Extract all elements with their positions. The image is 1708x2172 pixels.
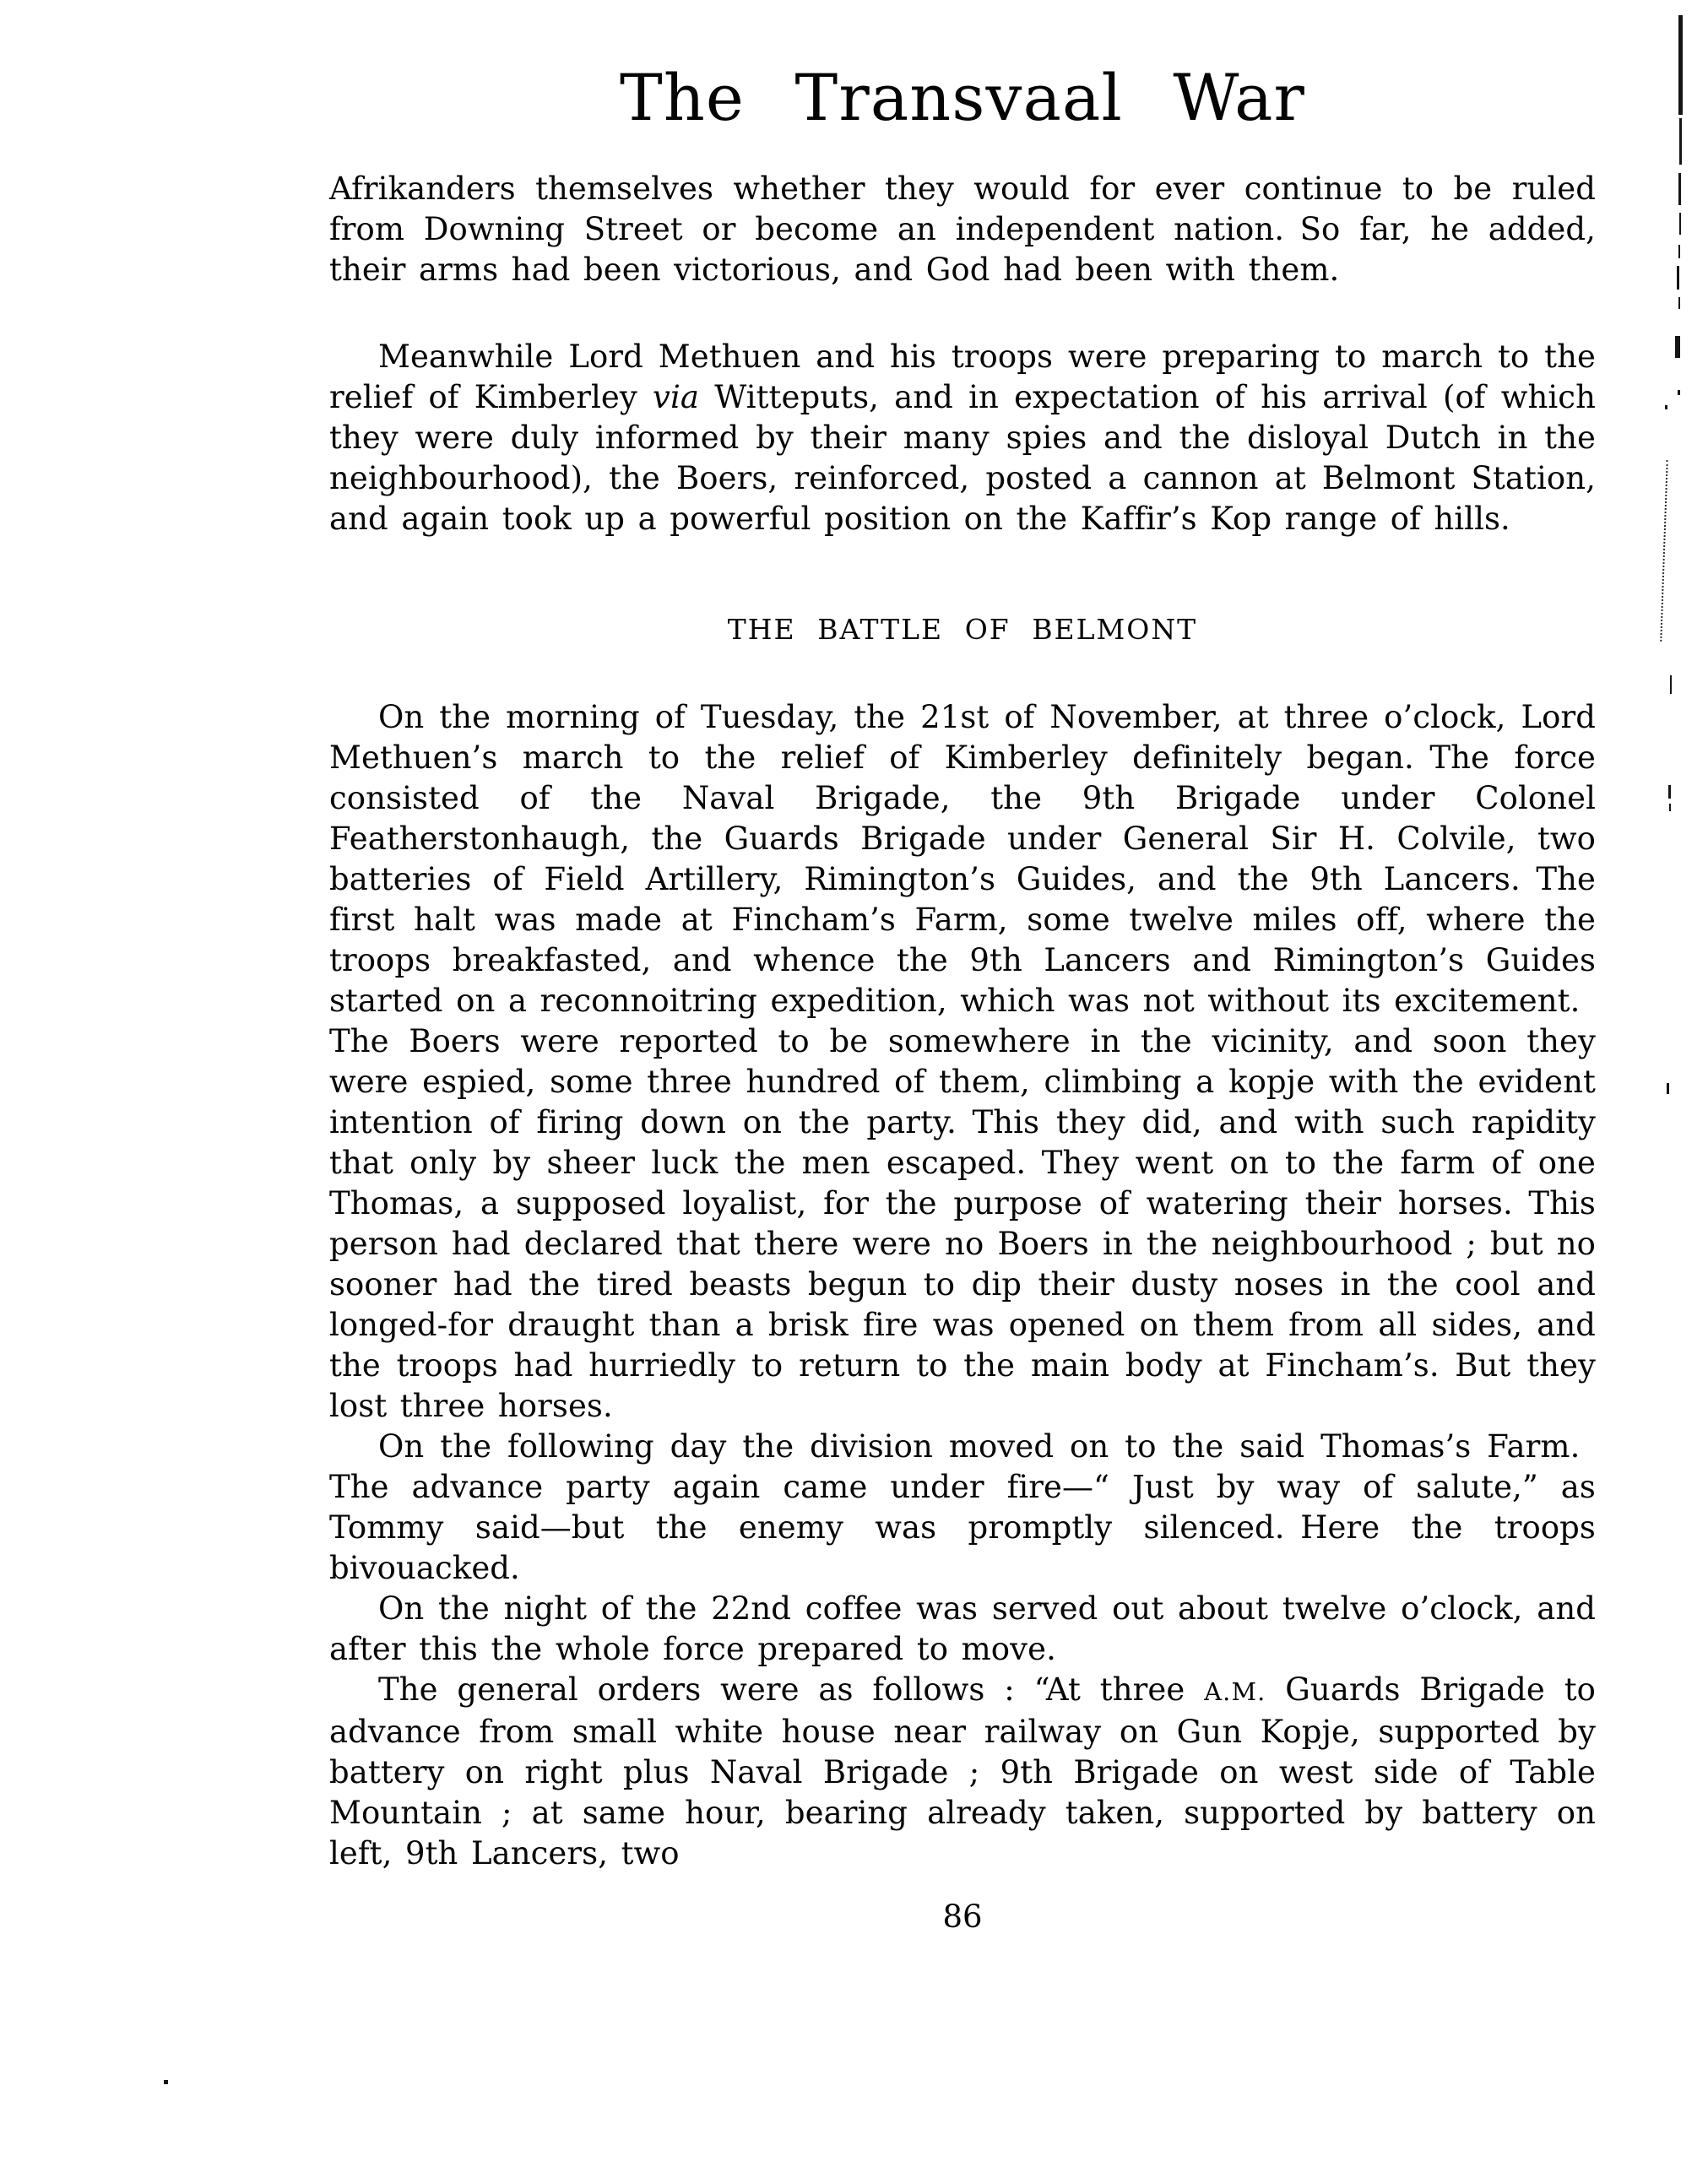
scan-artifact: [1678, 173, 1681, 205]
scan-artifact: [1670, 675, 1672, 694]
scan-artifact: [1678, 390, 1680, 395]
scan-artifact: [1665, 405, 1667, 409]
paragraph-on-the-night: On the night of the 22nd coffee was served out about twelve o’clock, and after this the whole force prepared to move.: [329, 1590, 1596, 1667]
scan-artifact: [164, 2080, 168, 2084]
paragraph-on-the-following-day: On the following day the division moved on to the said Thomas’s Farm. The advance party again came under fire—“ Just by way of salute,” as Tommy said—but the enemy was promptly silenced. Here the troops bivouacked.: [329, 1428, 1596, 1586]
scan-artifact: [1677, 266, 1679, 290]
paragraph-general-orders: The general orders were as follows : “At three A.M. Guards Brigade to advance from small white house near railway on Gun Kopje, supported by battery on right plus Naval Brigade ; 9th Brigade on west side of Table Mountain ; at same hour, bearing already taken, supported by battery on left, 9th Lancers, two: [329, 1671, 1597, 1871]
scan-artifact: [1675, 336, 1680, 358]
text-column: [329, 0, 1596, 1936]
paragraph-meanwhile: Meanwhile Lord Methuen and his troops were preparing to march to the relief of Kimberley via Witteputs, and in expectation of his arrival (of which they were duly informed by their many spies and the disloyal Dutch in the neighbourhood), the Boers, reinforced, posted a cannon at Belmont Station, and again took up a powerful position on the Kaffir’s Kop range of hills.: [329, 339, 1596, 537]
page-number: 86: [942, 1898, 983, 1935]
page-title: The Transvaal War: [619, 60, 1305, 135]
scan-artifact: [1678, 15, 1683, 115]
scan-artifact: [1679, 213, 1681, 235]
paragraph-afrikanders: Afrikanders themselves whether they would for ever continue to be ruled from Downing Street or become an independent nation. So far, he added, their arms had been victorious, and God had been with them.: [329, 171, 1596, 288]
scan-artifact: [1667, 1083, 1669, 1094]
section-heading: THE BATTLE OF BELMONT: [727, 613, 1198, 646]
scan-artifact: [1678, 297, 1680, 309]
scan-artifact: [1669, 804, 1671, 811]
scan-artifact: [1668, 785, 1671, 799]
paragraph-on-the-morning: On the morning of Tuesday, the 21st of November, at three o’clock, Lord Methuen’s march to the relief of Kimberley definitely began. The force consisted of the Naval Brigade, the 9th Brigade under Colonel Featherstonhaugh, the Guards Brigade under General Sir H. Colvile, two batteries of Field Artillery, Rimington’s Guides, and the 9th Lancers. The first halt was made at Fincham’s Farm, some twelve miles off, where the troops breakfasted, and whence the 9th Lancers and Rimington’s Guides started on a reconnoitring expedition, which was not without its excitement. The Boers were reported to be somewhere in the vicinity, and soon they were espied, some three hundred of them, climbing a kopje with the evident intention of firing down on the party. This they did, and with such rapidity that only by sheer luck the men escaped. They went on to the farm of one Thomas, a supposed loyalist, for the purpose of watering their horses. This person had declared that there were no Boers in the neighbourhood ; but no sooner had the tired beasts begun to dip their dusty noses in the cool and longed-for draught than a brisk fire was opened on them from all sides, and the troops had hurriedly to return to the main body at Fincham’s. But they lost three horses.: [329, 699, 1596, 1424]
scan-artifact: [1679, 118, 1682, 165]
scan-artifact: [1660, 460, 1670, 642]
scan-artifact: [1678, 245, 1680, 258]
